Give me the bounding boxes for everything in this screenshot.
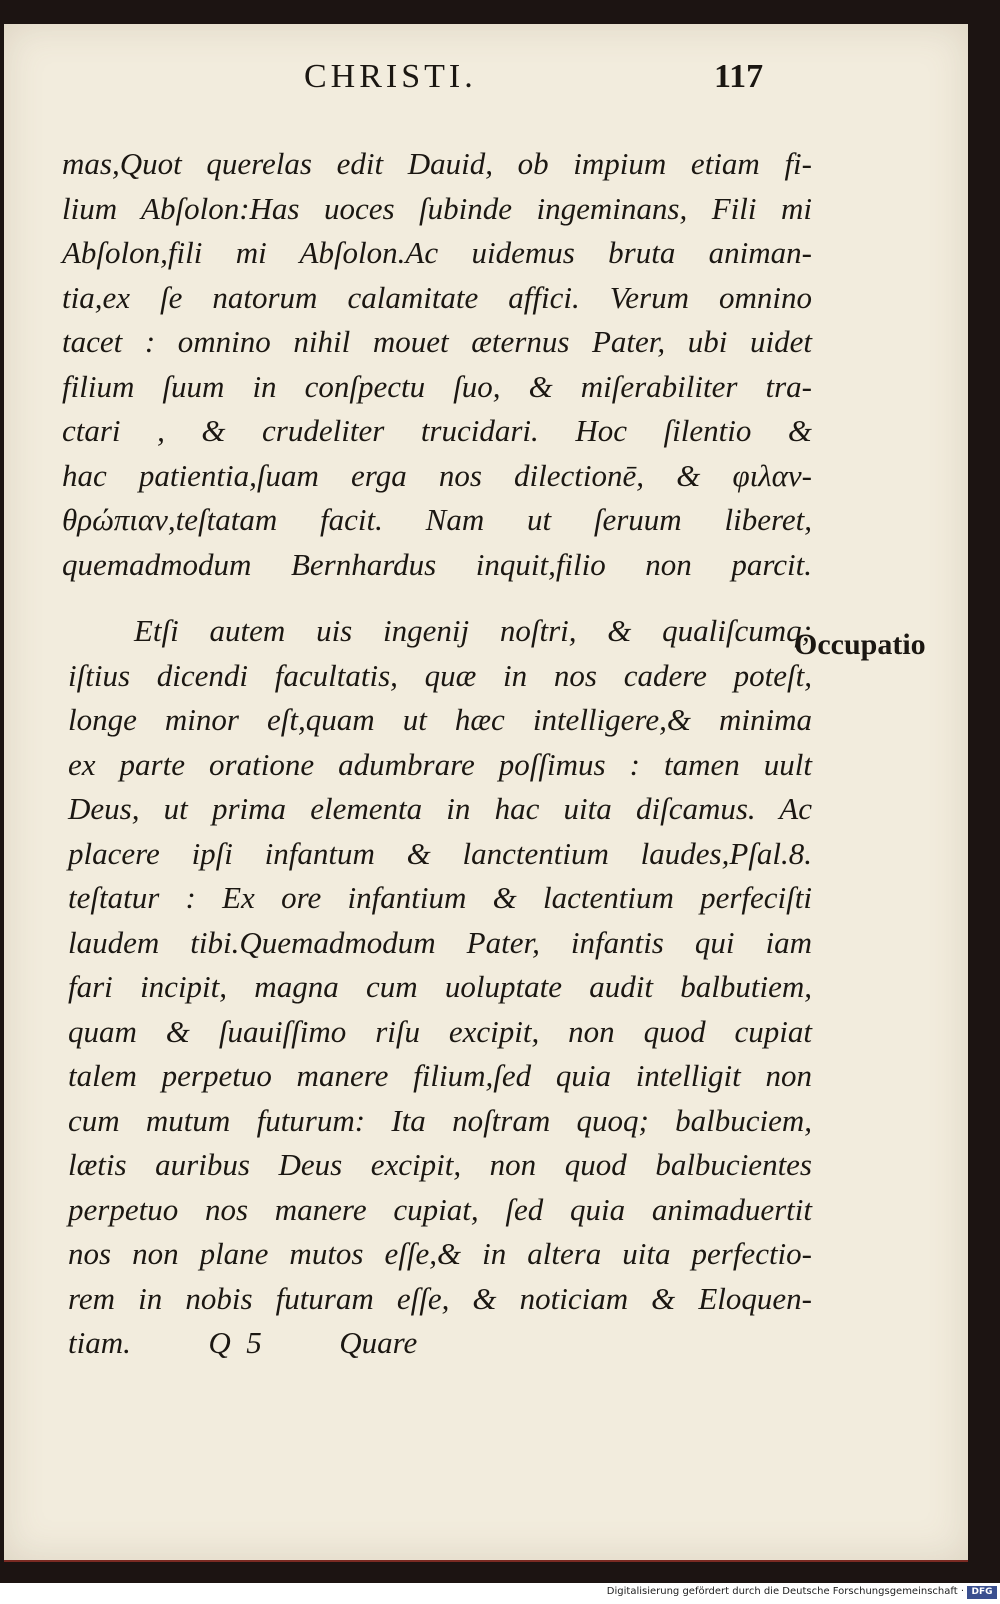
text-line: fari incipit, magna cum uoluptate audit balbutiem, bbox=[68, 969, 812, 1004]
text-line: tia,ex ſe natorum calamitate affici. Verum omnino bbox=[62, 279, 812, 315]
page-number: 117 bbox=[714, 58, 764, 95]
running-head bbox=[4, 58, 968, 108]
text-line: quemadmodum Bernhardus inquit,filio non parcit. bbox=[62, 546, 812, 582]
text-line: mas,Quot querelas edit Dauid, ob impium etiam fi- bbox=[62, 146, 812, 181]
text-line: tacet : omnino nihil mouet æternus Pater, ubi uidet bbox=[62, 324, 812, 359]
text-line: perpetuo nos manere cupiat, ſed quia animaduertit bbox=[68, 1191, 812, 1227]
text-line: Abſolon,fili mi Abſolon.Ac uidemus bruta animan- bbox=[62, 235, 812, 270]
text-line: cum mutum futurum: Ita noſtram quoq; balbuciem, bbox=[68, 1102, 812, 1138]
paragraph-1 bbox=[62, 142, 812, 587]
text-line: Etſi autem uis ingenij noſtri, & qualiſcumq; bbox=[134, 613, 812, 648]
text-line: nos non plane mutos eſſe,& in altera uita perfectio- bbox=[68, 1236, 812, 1271]
paragraph-2 bbox=[62, 609, 812, 1366]
text-line: quam & ſuauiſſimo riſu excipit, non quod cupiat bbox=[68, 1013, 812, 1049]
body-text bbox=[62, 142, 812, 1366]
dfg-logo: DFG bbox=[967, 1586, 997, 1599]
text-line: hac patientia,ſuam erga nos dilectionē, & φιλαν- bbox=[62, 457, 812, 493]
book-page bbox=[4, 24, 968, 1560]
text-line: ctari , & crudeliter trucidari. Hoc ſilentio & bbox=[62, 413, 812, 448]
text-line: ex parte oratione adumbrare poſſimus : tamen uult bbox=[68, 746, 812, 782]
text-line: teſtatur : Ex ore infantium & lactentium perfeciſti bbox=[68, 880, 812, 915]
running-title: CHRISTI. bbox=[304, 58, 477, 95]
text-line: talem perpetuo manere filium,ſed quia intelligit non bbox=[68, 1058, 812, 1093]
text-line: lætis auribus Deus excipit, non quod balbucientes bbox=[68, 1147, 812, 1182]
text-line: θρώπιαν,teſtatam facit. Nam ut ſeruum liberet, bbox=[62, 502, 812, 537]
text-line: placere ipſi infantum & lanctentium laudes,Pſal.8. bbox=[68, 835, 812, 871]
footer-credit: Digitalisierung gefördert durch die Deutsche Forschungsgemeinschaft · bbox=[606, 1586, 964, 1597]
text-line: rem in nobis futuram eſſe, & noticiam & Eloquen- bbox=[68, 1280, 812, 1316]
text-line: laudem tibi.Quemadmodum Pater, infantis qui iam bbox=[68, 924, 812, 960]
marginal-note: Occupatio bbox=[794, 628, 926, 661]
catchword-line: tiam. Q 5 Quare bbox=[68, 1325, 418, 1360]
text-line: iſtius dicendi facultatis, quæ in nos cadere poteſt, bbox=[68, 657, 812, 693]
paragraph-gap bbox=[62, 587, 812, 609]
text-line: longe minor eſt,quam ut hæc intelligere,& minima bbox=[68, 702, 812, 737]
text-line: filium ſuum in conſpectu ſuo, & miſerabiliter tra- bbox=[62, 368, 812, 404]
text-line: Deus, ut prima elementa in hac uita diſcamus. Ac bbox=[68, 791, 812, 826]
text-line: lium Abſolon:Has uoces ſubinde ingeminans, Fili mi bbox=[62, 190, 812, 226]
